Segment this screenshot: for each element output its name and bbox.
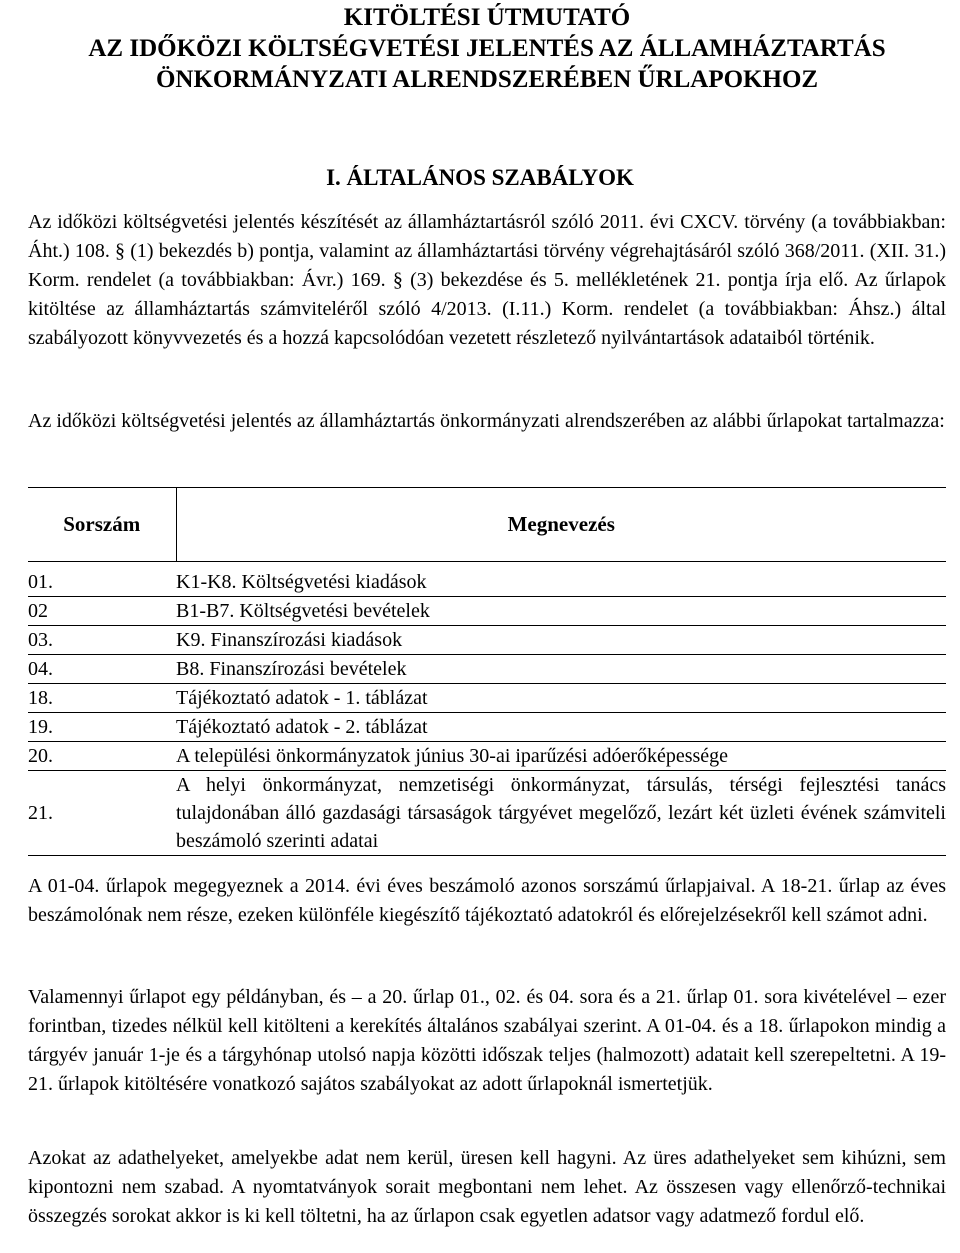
row-number: 20. [28, 742, 176, 771]
row-name: A települési önkormányzatok június 30-ai iparűzési adóerőképessége [176, 742, 946, 771]
forms-table [28, 487, 946, 856]
row-name: B1-B7. Költségvetési bevételek [176, 597, 946, 626]
row-name: K1-K8. Költségvetési kiadások [176, 568, 946, 597]
row-number: 19. [28, 713, 176, 742]
table-row [28, 713, 946, 742]
title-line-3: ÖNKORMÁNYZATI ALRENDSZERÉBEN ŰRLAPOKHOZ [155, 66, 819, 93]
paragraph-text: Az időközi költségvetési jelentés az államháztartás önkormányzati alrendszerében az alábbi űrlapokat tartalmazza: [28, 410, 945, 432]
document-page [0, 0, 960, 95]
table-row [28, 597, 946, 626]
row-name: Tájékoztató adatok - 1. táblázat [176, 684, 946, 713]
paragraph-text: Az időközi költségvetési jelentés készítését az államháztartásról szóló 2011. évi CXCV. törvény (a továbbiakban: Áht.) 108. § (1) bekezdés b) pontja, valamint az államháztartási törvény végrehajtásáról szóló 368/2011. (XII. 31.) Korm. rendelet (a továbbiakban: Ávr.) 169. § (3) bekezdése és 5. mellékletének 21. pontja írja elő. Az űrlapok kitöltése az államháztartás számviteléről szóló 4/2013. (I.11.) Korm. rendelet (a továbbiakban: Áhsz.) által szabályozott könyvvezetés és a hozzá kapcsolódóan vezetett részletező nyilvántartások adataiból történik. [28, 211, 946, 349]
table-row [28, 568, 946, 597]
row-number: 01. [28, 568, 176, 597]
table-row [28, 684, 946, 713]
row-number: 18. [28, 684, 176, 713]
row-number: 03. [28, 626, 176, 655]
paragraph-annual-report [28, 872, 946, 930]
table-row [28, 626, 946, 655]
document-title [28, 0, 946, 95]
row-number: 21. [28, 771, 176, 856]
section-heading: I. ÁLTALÁNOS SZABÁLYOK [326, 165, 634, 190]
title-line-2: AZ IDŐKÖZI KÖLTSÉGVETÉSI JELENTÉS AZ ÁLLAMHÁZTARTÁS [88, 35, 886, 62]
paragraph-legal-basis [28, 208, 946, 353]
paragraph-empty-fields [28, 1144, 946, 1231]
paragraph-filling-rules [28, 983, 946, 1099]
row-name: K9. Finanszírozási kiadások [176, 626, 946, 655]
paragraph-text: Azokat az adathelyeket, amelyekbe adat nem kerül, üresen kell hagyni. Az üres adathelyeket sem kihúzni, sem kipontozni nem szabad. A nyomtatványok sorait megbontani nem lehet. Az összesen vagy ellenőrző-technikai összegzés sorokat akkor is ki kell töltetni, ha az űrlapon csak egyetlen adatsor vagy adatmező fordul elő. [28, 1147, 946, 1227]
column-header-sorszam: Sorszám [28, 488, 176, 562]
paragraph-forms-intro [28, 407, 946, 436]
title-line-1: KITÖLTÉSI ÚTMUTATÓ [343, 4, 631, 31]
column-header-megnevezes: Megnevezés [176, 488, 946, 562]
table-row [28, 742, 946, 771]
row-name: B8. Finanszírozási bevételek [176, 655, 946, 684]
row-name: Tájékoztató adatok - 2. táblázat [176, 713, 946, 742]
row-number: 02 [28, 597, 176, 626]
paragraph-text: Valamennyi űrlapot egy példányban, és – a 20. űrlap 01., 02. és 04. sora és a 21. űrlap 01. sora kivételével – ezer forintban, tizedes nélkül kell kitölteni a kerekítés általános szabályai szerint. A 01-04. és a 18. űrlapokon mindig a tárgyév január 1-je és a tárgyhónap utolsó napja közötti időszak teljes (halmozott) adatait kell szerepeltetni. A 19-21. űrlapok kitöltésére vonatkozó sajátos szabályokat az adott űrlapoknál ismertetjük. [28, 986, 946, 1095]
paragraph-text: A 01-04. űrlapok megegyeznek a 2014. évi éves beszámoló azonos sorszámú űrlapjaival. A 18-21. űrlap az éves beszámolónak nem része, ezeken különféle kiegészítő tájékoztató adatokról és előrejelzésekről kell számot adni. [28, 875, 946, 926]
row-name: A helyi önkormányzat, nemzetiségi önkormányzat, társulás, térségi fejlesztési tanács tulajdonában álló gazdasági társaságok tárgyévet megelőző, lezárt két üzleti évének számviteli beszámoló szerinti adatai [176, 771, 946, 856]
row-number: 04. [28, 655, 176, 684]
table-row [28, 655, 946, 684]
table-header-row [28, 488, 946, 562]
table-row [28, 771, 946, 856]
